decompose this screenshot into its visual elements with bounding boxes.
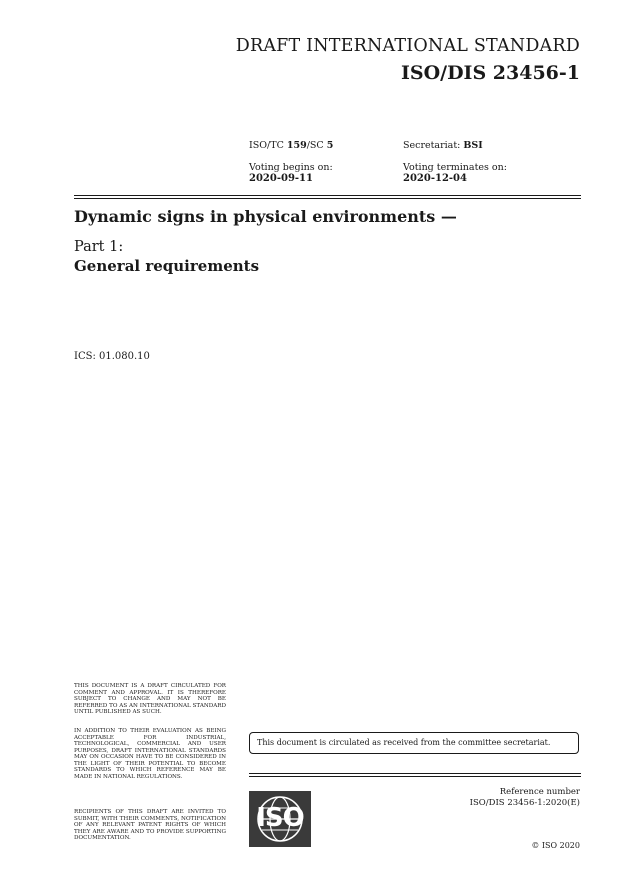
part-label: Part 1: bbox=[74, 239, 124, 255]
reference-number-label: Reference number bbox=[499, 787, 580, 797]
document-type-heading: DRAFT INTERNATIONAL STANDARD bbox=[235, 36, 580, 56]
committee-reference: ISO/TC 159/SC 5 bbox=[249, 140, 334, 151]
copyright: © ISO 2020 bbox=[531, 841, 580, 850]
draft-notice: THIS DOCUMENT IS A DRAFT CIRCULATED FOR COMMENT AND APPROVAL. IT IS THEREFORE SUBJECT TO CHANGE AND MAY NOT BE REFERRED TO AS AN INTERNATIONAL STANDARD UNTIL PUBLISHED AS SUCH. bbox=[74, 683, 226, 715]
title-divider bbox=[74, 195, 581, 199]
footer-divider bbox=[249, 773, 581, 777]
voting-ends-date: 2020-12-04 bbox=[403, 173, 467, 184]
evaluation-notice: IN ADDITION TO THEIR EVALUATION AS BEING ACCEPTABLE FOR INDUSTRIAL, TECHNOLOGICAL, COMMERCIAL AND USER PURPOSES, DRAFT INTERNATIONAL STANDARDS MAY ON OCCASION HAVE TO BE CONSIDERED IN THE LIGHT OF THEIR POTENTIAL TO BECOME STANDARDS TO WHICH REFERENCE MAY BE MADE IN NATIONAL REGULATIONS. bbox=[74, 728, 226, 780]
voting-begins-date: 2020-09-11 bbox=[249, 173, 313, 184]
document-title: Dynamic signs in physical environments — bbox=[74, 207, 457, 226]
voting-ends-label: Voting terminates on: bbox=[403, 162, 507, 173]
part-title: General requirements bbox=[74, 257, 260, 275]
patent-notice: RECIPIENTS OF THIS DRAFT ARE INVITED TO SUBMIT, WITH THEIR COMMENTS, NOTIFICATION OF ANY RELEVANT PATENT RIGHTS OF WHICH THEY ARE AWARE AND TO PROVIDE SUPPORTING DOCUMENTATION. bbox=[74, 809, 226, 841]
secretariat: Secretariat: BSI bbox=[403, 140, 483, 151]
circulation-note: This document is circulated as received from the committee secretariat. bbox=[257, 738, 551, 747]
reference-number: ISO/DIS 23456-1:2020(E) bbox=[469, 798, 580, 808]
document-number: ISO/DIS 23456-1 bbox=[400, 62, 580, 84]
voting-begins-label: Voting begins on: bbox=[249, 162, 333, 173]
iso-logo bbox=[249, 791, 311, 847]
iso-logo-text: ISO bbox=[256, 803, 304, 833]
ics-code: ICS: 01.080.10 bbox=[74, 351, 150, 362]
